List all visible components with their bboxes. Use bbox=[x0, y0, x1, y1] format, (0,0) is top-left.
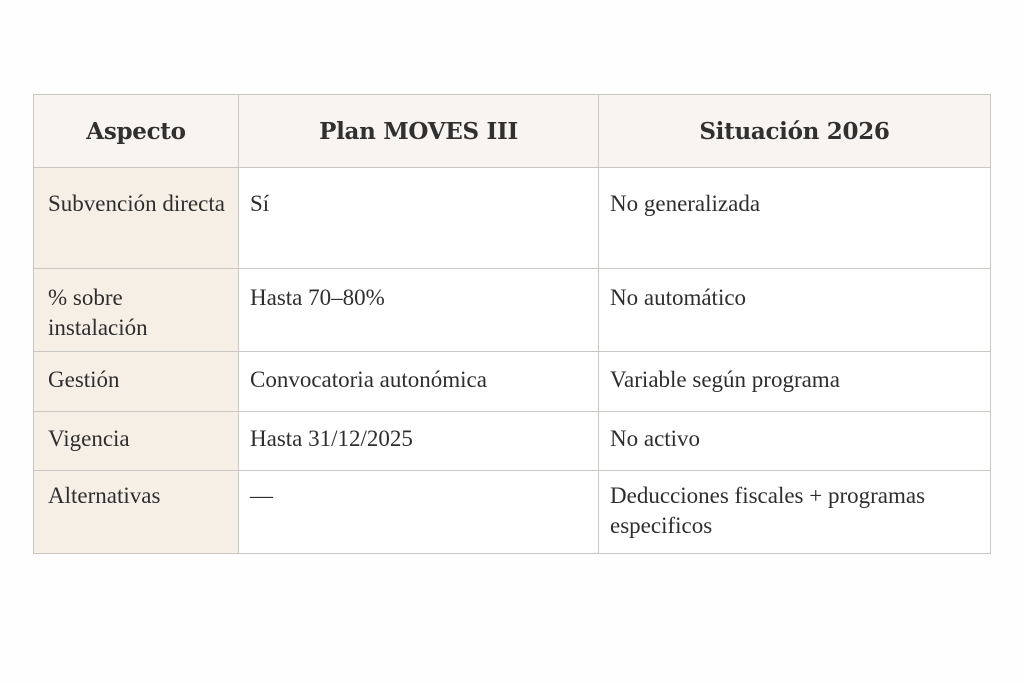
row-situation-cell: No activo bbox=[599, 412, 991, 471]
row-aspect-cell: Gestión bbox=[34, 352, 239, 412]
table-row bbox=[34, 352, 991, 412]
table-row bbox=[34, 412, 991, 471]
row-moves-cell: — bbox=[239, 471, 599, 554]
row-situation-cell: No generalizada bbox=[599, 168, 991, 269]
row-aspect-cell: Subvención directa bbox=[34, 168, 239, 269]
row-aspect-cell: % sobre instalación bbox=[34, 269, 239, 352]
row-moves-cell: Hasta 70–80% bbox=[239, 269, 599, 352]
row-moves-cell: Sí bbox=[239, 168, 599, 269]
row-moves-cell: Hasta 31/12/2025 bbox=[239, 412, 599, 471]
comparison-table bbox=[33, 94, 991, 554]
table-row bbox=[34, 168, 991, 269]
header-plan-moves: Plan MOVES III bbox=[239, 95, 599, 168]
row-situation-cell: Deducciones fiscales + programas especificos bbox=[599, 471, 991, 554]
row-aspect-cell: Alternativas bbox=[34, 471, 239, 554]
table-row bbox=[34, 471, 991, 554]
header-aspect: Aspecto bbox=[34, 95, 239, 168]
table-row bbox=[34, 269, 991, 352]
row-situation-cell: No automático bbox=[599, 269, 991, 352]
header-row bbox=[34, 95, 991, 168]
row-aspect-cell: Vigencia bbox=[34, 412, 239, 471]
header-situation-2026: Situación 2026 bbox=[599, 95, 991, 168]
comparison-table-container bbox=[33, 94, 990, 554]
row-moves-cell: Convocatoria autonómica bbox=[239, 352, 599, 412]
row-situation-cell: Variable según programa bbox=[599, 352, 991, 412]
